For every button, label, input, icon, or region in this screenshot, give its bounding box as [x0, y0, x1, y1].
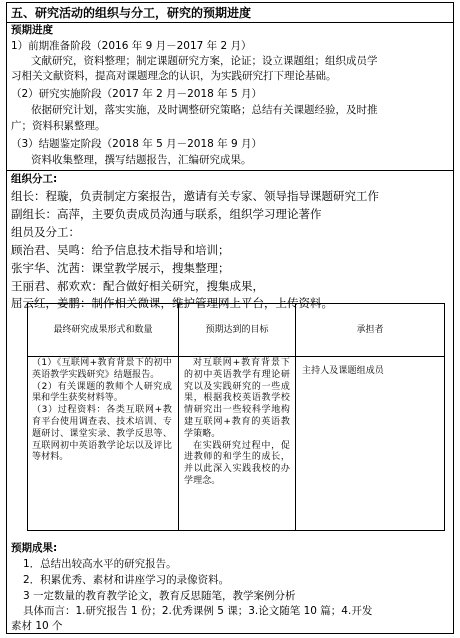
member-line-1: 顾治君、吴鸣：给予信息技术指导和培训； [11, 243, 230, 257]
outcome-item-4-line-1: 具体而言：1.研究报告 1 份；2.优秀课例 5 课；3.论文随笔 10 篇；4.开发 [23, 605, 373, 617]
document-page [6, 2, 454, 634]
table-cell-goal [184, 358, 290, 488]
leader-line: 组长：程璇，负责制定方案报告，邀请有关专家、领导指导课题研究工作 [11, 189, 379, 203]
goal-item-2: 在实践研究过程中，促进教师的和学生的成长，并以此深入实践我校的办学理念。 [184, 440, 290, 486]
stage1-text-1: 文献研究，资料整理；制定课题研究方案，论证；设立课题组；组织成员学 [31, 55, 378, 67]
member-line-4: 屈云红，姜鹏：制作相关微课，维护管理网上平台，上传资料。 [11, 296, 333, 310]
table-cell-owner: 主持人及课题组成员 [302, 366, 384, 376]
outcome-item-3: 3 一定数量的教育教学论文，教育反思随笔，教学案例分析 [23, 590, 296, 602]
members-label: 组员及分工： [11, 225, 80, 239]
table-header-divider [28, 356, 444, 357]
table-header-owner: 承担者 [356, 325, 384, 335]
outcome-item-4-line-2: 素材 10 个 [11, 620, 63, 632]
outcomes-table [27, 303, 445, 531]
member-line-3: 王丽君、郝欢欢：配合做好相关研究，搜集成果， [11, 279, 264, 293]
section-title: 五、研究活动的组织与分工，研究的预期进度 [11, 6, 252, 20]
goal-item-1: 对互联网+教育背景下的初中英语教学有理论研究以及实践研究的一些成果，根据我校英语教学校情研究出一些较科学地构建互联网+教育的英语教学策略。 [184, 358, 290, 439]
form-item-3: （3）过程资料：各类互联网+教育平台使用调查表、技术培训、专题研讨、课堂实录、教学反思等、互联网初中英语教学论坛以及评比等材料。 [32, 405, 172, 463]
stage2-text-2: 广；资料积累整理。 [11, 120, 106, 132]
outcome-item-2: 2．积累优秀、素材和讲座学习的录像资料。 [23, 574, 230, 586]
table-header-form: 最终研究成果形式和数量 [53, 325, 153, 335]
stage2-text-1: 依据研究计划，落实实施，及时调整研究策略；总结有关课题经验，及时推 [31, 104, 378, 116]
schedule-divider [7, 170, 453, 171]
form-item-2: （2）有关课题的教师个人研究成果和学生获奖材料等。 [32, 381, 172, 404]
stage3-title: （3）结题鉴定阶段（2018 年 5 月－2018 年 9 月） [11, 138, 263, 150]
outcome-item-1: 1．总结出较高水平的研究报告。 [23, 558, 177, 570]
form-item-1: （1）《互联网+教育背景下的初中英语教学实践研究》结题报告。 [32, 358, 172, 380]
table-cell-form [32, 358, 172, 464]
stage2-title: （2）研究实施阶段（2017 年 2 月－2018 年 5 月） [11, 88, 263, 100]
member-line-2: 张宇华、沈茜：课堂教学展示，搜集整理； [11, 261, 230, 275]
stage1-title: 1）前期准备阶段（2016 年 9 月－2017 年 2 月） [11, 40, 252, 52]
stage3-text-1: 资料收集整理，撰写结题报告，汇编研究成果。 [31, 154, 252, 166]
division-label: 组织分工: [11, 173, 58, 185]
deputy-line: 副组长：高萍，主要负责成员沟通与联系，组织学习理论著作 [11, 207, 322, 221]
stage1-text-2: 习相关文献资料，提高对课题理念的认识，为实践研究打下理论基础。 [11, 70, 337, 82]
schedule-label: 预期进度 [11, 24, 53, 36]
table-header-goal: 预期达到的目标 [205, 325, 269, 335]
outcomes-label: 预期成果: [11, 542, 58, 554]
